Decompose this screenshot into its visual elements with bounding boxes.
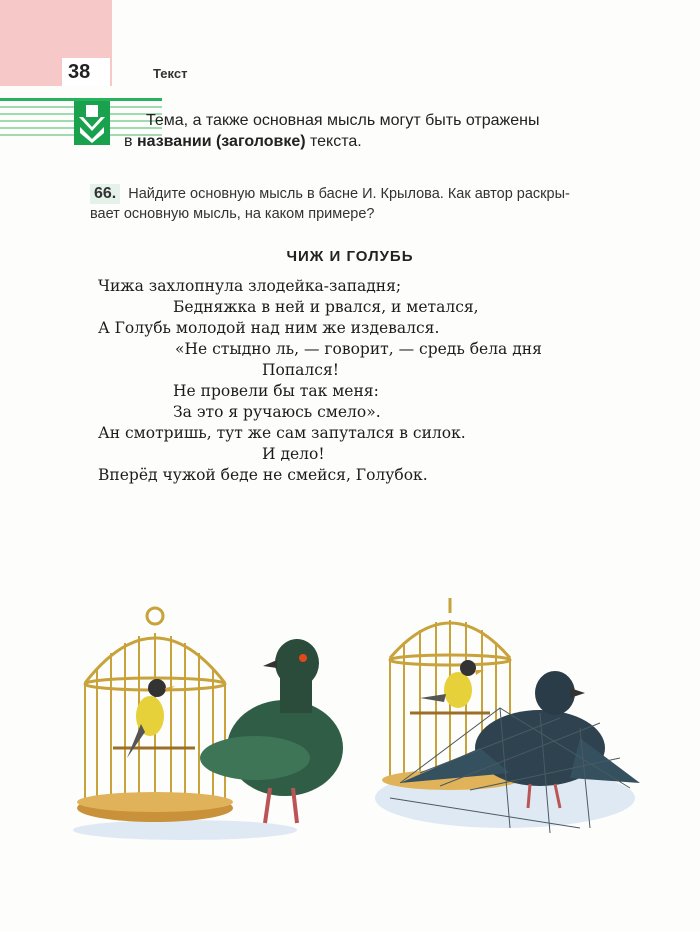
- rule-line-2: [124, 133, 362, 150]
- rule-line-2-suffix: текста.: [305, 133, 362, 150]
- left-scene: [73, 608, 343, 840]
- poem-line: А Голубь молодой над ним же издевался.: [98, 319, 440, 337]
- left-dove: [200, 639, 343, 823]
- rule-line-2-prefix: в: [124, 133, 137, 150]
- poem-title: ЧИЖ И ГОЛУБЬ: [286, 248, 414, 265]
- poem-line: За это я ручаюсь смело».: [173, 403, 381, 421]
- poem-line: «Не стыдно ль, — говорит, — средь бела дня: [175, 340, 542, 358]
- rule-text: [124, 110, 644, 152]
- rule-download-icon: [74, 101, 110, 145]
- poem-body: [98, 276, 658, 486]
- right-scene: [375, 598, 640, 833]
- poem-line: Чижа захлопнула злодейка-западня;: [98, 277, 402, 295]
- right-finch: [420, 660, 484, 708]
- poem-line: Вперёд чужой беде не смейся, Голубок.: [98, 466, 428, 484]
- poem-line: Попался!: [262, 361, 339, 379]
- exercise-number: 66.: [90, 184, 120, 204]
- page-number: 38: [62, 58, 110, 86]
- poem-line: И дело!: [262, 445, 325, 463]
- rule-bold-term: названии (заголовке): [136, 133, 306, 150]
- section-label: Текст: [153, 66, 188, 81]
- poem-line: Бедняжка в ней и рвался, и метался,: [173, 298, 479, 316]
- poem-line: Не провели бы так меня:: [173, 382, 379, 400]
- exercise-block: [90, 184, 650, 224]
- rule-line-1: Тема, а также основная мысль могут быть отражены: [146, 112, 540, 129]
- exercise-line-2: вает основную мысль, на каком примере?: [90, 206, 375, 222]
- poem-line: Ан смотришь, тут же сам запутался в силок.: [98, 424, 466, 442]
- exercise-line-1: Найдите основную мысль в басне И. Крылова. Как автор раскры-: [128, 186, 570, 202]
- fable-illustration: [65, 598, 645, 843]
